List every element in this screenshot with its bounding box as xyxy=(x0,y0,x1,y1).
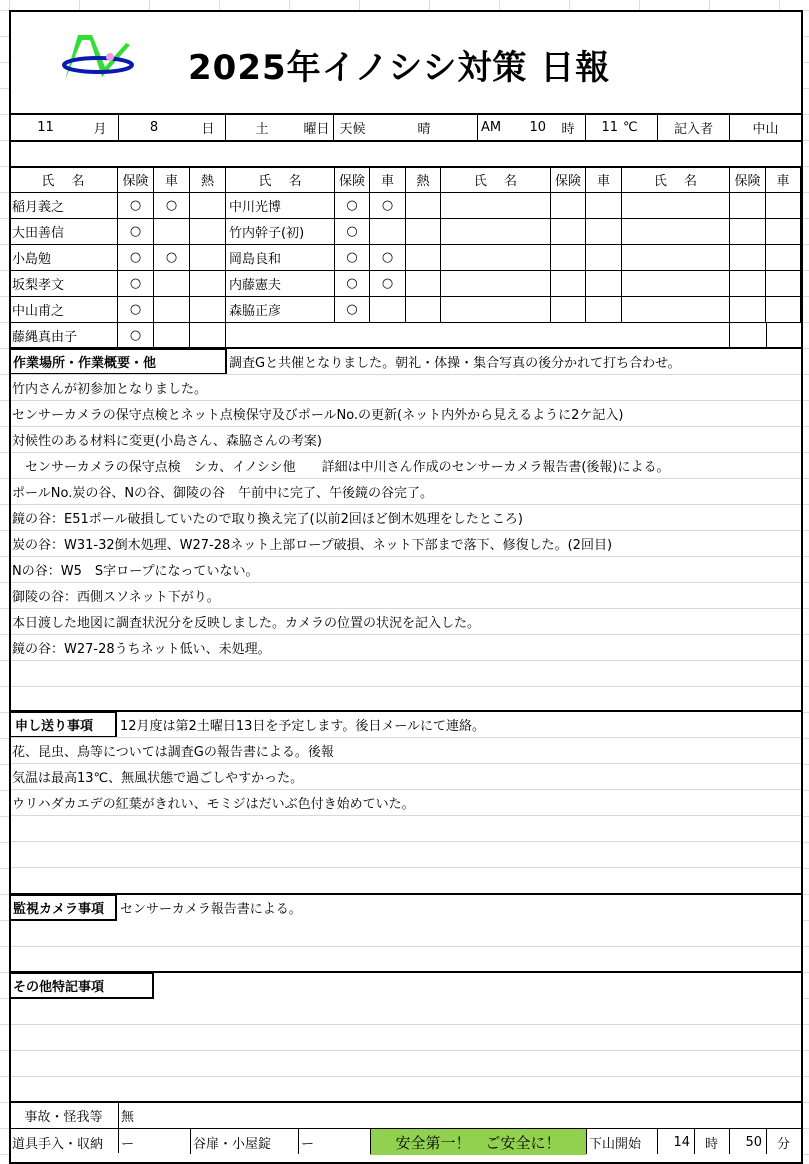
member-insurance-cell xyxy=(551,296,586,322)
work-line: センサーカメラの保守点検 シカ、イノシシ他 詳細は中川さん作成のセンサーカメラ報告書(後報)による。 xyxy=(12,459,670,475)
safety-banner: 安全第一！ ご安全に！ xyxy=(370,1129,586,1155)
member-fever-cell xyxy=(406,244,441,270)
column-header-fever: 熱 xyxy=(190,166,226,192)
descent-hour-label: 時 xyxy=(704,1136,718,1152)
member-insurance-cell xyxy=(730,270,766,296)
member-car-cell xyxy=(154,270,190,296)
member-insurance-cell xyxy=(551,192,586,218)
work-first-line: 調査Gと共催となりました。朝礼・体操・集合写真の後分かれて打ち合わせ。 xyxy=(229,355,681,371)
member-insurance-cell xyxy=(730,218,766,244)
work-section-label: 作業場所・作業概要・他 xyxy=(9,348,227,375)
weekday-label: 曜日 xyxy=(303,121,330,137)
member-car-cell xyxy=(586,270,622,296)
column-header-name: 氏 名 xyxy=(441,166,551,192)
member-name-cell: 岡島良和 xyxy=(226,244,335,270)
weather-label: 天候 xyxy=(339,121,366,137)
member-insurance-cell xyxy=(551,218,586,244)
member-car-cell xyxy=(586,192,622,218)
column-header-car: 車 xyxy=(766,166,801,192)
column-header-name: 氏 名 xyxy=(622,166,730,192)
work-line: 対候性のある材料に変更(小島さん、森脇さんの考案) xyxy=(12,433,322,449)
column-header-car: 車 xyxy=(586,166,622,192)
handover-line: 花、昆虫、鳥等については調査Gの報告書による。後報 xyxy=(12,744,334,760)
member-car-cell: ○ xyxy=(370,192,406,218)
work-line: 鏡の谷：W27-28うちネット低い、未処理。 xyxy=(12,641,271,657)
member-name-cell xyxy=(441,192,551,218)
page-title: 2025年イノシシ対策 日報 xyxy=(188,48,611,88)
member-name-cell: 小島勉 xyxy=(9,244,118,270)
member-name-cell xyxy=(441,244,551,270)
day-label: 日 xyxy=(201,121,215,137)
column-header-fever: 熱 xyxy=(406,166,441,192)
member-fever-cell xyxy=(190,218,226,244)
member-insurance-cell xyxy=(551,244,586,270)
work-line: ポールNo.炭の谷、Nの谷、御陵の谷 午前中に完了、午後鏡の谷完了。 xyxy=(12,485,434,501)
member-car-cell: ○ xyxy=(370,244,406,270)
member-fever-cell xyxy=(190,270,226,296)
member-car-cell xyxy=(586,218,622,244)
day-value: 8 xyxy=(149,119,159,135)
temperature-value: 11 xyxy=(601,119,618,135)
member-insurance-cell: ○ xyxy=(335,296,370,322)
column-header-insurance: 保険 xyxy=(551,166,586,192)
work-line: センサーカメラの保守点検とネット点検保守及びポールNo.の更新(ネット内外から見えるように2ケ記入) xyxy=(12,407,624,423)
member-fever-cell xyxy=(190,192,226,218)
handover-first-line: 12月度は第2土曜日13日を予定します。後日メールにて連絡。 xyxy=(120,718,486,734)
member-car-cell xyxy=(766,270,801,296)
recorder-value: 中山 xyxy=(752,121,779,137)
handover-line: 気温は最高13℃、無風状態で過ごしやすかった。 xyxy=(12,770,304,786)
member-name-cell: 内藤憲夫 xyxy=(226,270,335,296)
member-name-cell: 中山甫之 xyxy=(9,296,118,322)
member-name-cell xyxy=(622,244,730,270)
member-car-cell xyxy=(766,218,801,244)
member-name-cell xyxy=(441,296,551,322)
descent-minute: 50 xyxy=(745,1134,762,1150)
column-header-insurance: 保険 xyxy=(335,166,370,192)
member-fever-cell xyxy=(190,296,226,322)
work-line: 竹内さんが初参加となりました。 xyxy=(12,381,208,397)
member-insurance-cell: ○ xyxy=(118,296,154,322)
member-car-cell: ○ xyxy=(154,192,190,218)
work-line: 本日渡した地図に調査状況分を反映しました。カメラの位置の状況を記入した。 xyxy=(12,615,481,631)
member-fever-cell xyxy=(406,192,441,218)
member-car-cell xyxy=(154,322,190,348)
recorder-label: 記入者 xyxy=(673,121,713,137)
member-name-cell xyxy=(441,218,551,244)
member-name-cell: 大田善信 xyxy=(9,218,118,244)
descent-minute-label: 分 xyxy=(776,1136,790,1152)
column-header-name: 氏 名 xyxy=(226,166,335,192)
member-car-cell: ○ xyxy=(154,244,190,270)
camera-first-line: センサーカメラ報告書による。 xyxy=(120,901,302,917)
month-value: 11 xyxy=(37,119,54,135)
member-car-cell xyxy=(586,244,622,270)
work-line: 炭の谷：W31-32倒木処理、W27-28ネット上部ロープ破損、ネット下部まで落下、修復した。(2回目) xyxy=(12,537,613,553)
gate-label: 谷扉・小屋錠 xyxy=(193,1136,272,1152)
column-header-name: 氏 名 xyxy=(9,166,118,192)
member-insurance-cell: ○ xyxy=(335,192,370,218)
member-fever-cell xyxy=(406,218,441,244)
weather-value: 晴 xyxy=(417,121,431,137)
member-insurance-cell: ○ xyxy=(118,322,154,348)
member-car-cell xyxy=(370,218,406,244)
other-section-label: その他特記事項 xyxy=(9,972,154,999)
descent-label: 下山開始 xyxy=(589,1136,642,1152)
member-fever-cell xyxy=(406,296,441,322)
member-insurance-cell: ○ xyxy=(118,244,154,270)
member-insurance-cell xyxy=(730,192,766,218)
member-name-cell xyxy=(622,218,730,244)
work-line: 御陵の谷：西側スソネット下がり。 xyxy=(12,589,220,605)
column-header-insurance: 保険 xyxy=(118,166,154,192)
gate-value: ー xyxy=(301,1136,315,1152)
tools-value: ー xyxy=(121,1136,135,1152)
member-fever-cell xyxy=(190,244,226,270)
member-fever-cell xyxy=(190,322,226,348)
member-name-cell xyxy=(622,296,730,322)
ampm-value: AM xyxy=(481,119,502,135)
member-name-cell xyxy=(622,270,730,296)
column-header-insurance: 保険 xyxy=(730,166,766,192)
accident-value: 無 xyxy=(121,1109,135,1125)
member-car-cell xyxy=(370,296,406,322)
hour-label: 時 xyxy=(561,121,575,137)
weekday-value: 土 xyxy=(255,121,269,137)
member-insurance-cell: ○ xyxy=(335,218,370,244)
member-car-cell xyxy=(766,296,801,322)
member-name-cell: 森脇正彦 xyxy=(226,296,335,322)
member-fever-cell xyxy=(406,270,441,296)
descent-hour: 14 xyxy=(673,1134,690,1150)
member-car-cell xyxy=(154,218,190,244)
hour-value: 10 xyxy=(529,119,546,135)
logo-icon xyxy=(60,35,140,85)
member-name-cell: 稲月義之 xyxy=(9,192,118,218)
member-car-cell xyxy=(586,296,622,322)
member-name-cell xyxy=(622,192,730,218)
work-line: Nの谷：W5 S字ロープになっていない。 xyxy=(12,563,259,579)
member-car-cell xyxy=(154,296,190,322)
member-name-cell: 坂梨孝文 xyxy=(9,270,118,296)
member-insurance-cell: ○ xyxy=(335,244,370,270)
member-insurance-cell: ○ xyxy=(118,218,154,244)
member-name-cell: 藤縄真由子 xyxy=(9,322,118,348)
member-car-cell xyxy=(766,192,801,218)
month-label: 月 xyxy=(93,121,107,137)
temperature-unit: ℃ xyxy=(623,119,638,135)
tools-label: 道具手入・収納 xyxy=(12,1136,104,1152)
handover-line: ウリハダカエデの紅葉がきれい、モミジはだいぶ色付き始めていた。 xyxy=(12,796,415,812)
member-car-cell: ○ xyxy=(370,270,406,296)
member-name-cell xyxy=(441,270,551,296)
member-insurance-cell xyxy=(551,270,586,296)
accident-label: 事故・怪我等 xyxy=(24,1109,103,1125)
camera-section-label: 監視カメラ事項 xyxy=(9,894,117,921)
column-header-car: 車 xyxy=(370,166,406,192)
member-insurance-cell: ○ xyxy=(335,270,370,296)
column-header-car: 車 xyxy=(154,166,190,192)
member-name-cell: 竹内幹子(初) xyxy=(226,218,335,244)
handover-section-label: 申し送り事項 xyxy=(9,711,117,738)
member-car-cell xyxy=(766,244,801,270)
member-insurance-cell: ○ xyxy=(118,270,154,296)
member-insurance-cell xyxy=(730,244,766,270)
member-insurance-cell: ○ xyxy=(118,192,154,218)
member-insurance-cell xyxy=(730,296,766,322)
work-line: 鏡の谷：E51ポール破損していたので取り換え完了(以前2回ほど倒木処理をしたところ) xyxy=(12,511,523,527)
member-name-cell: 中川光博 xyxy=(226,192,335,218)
